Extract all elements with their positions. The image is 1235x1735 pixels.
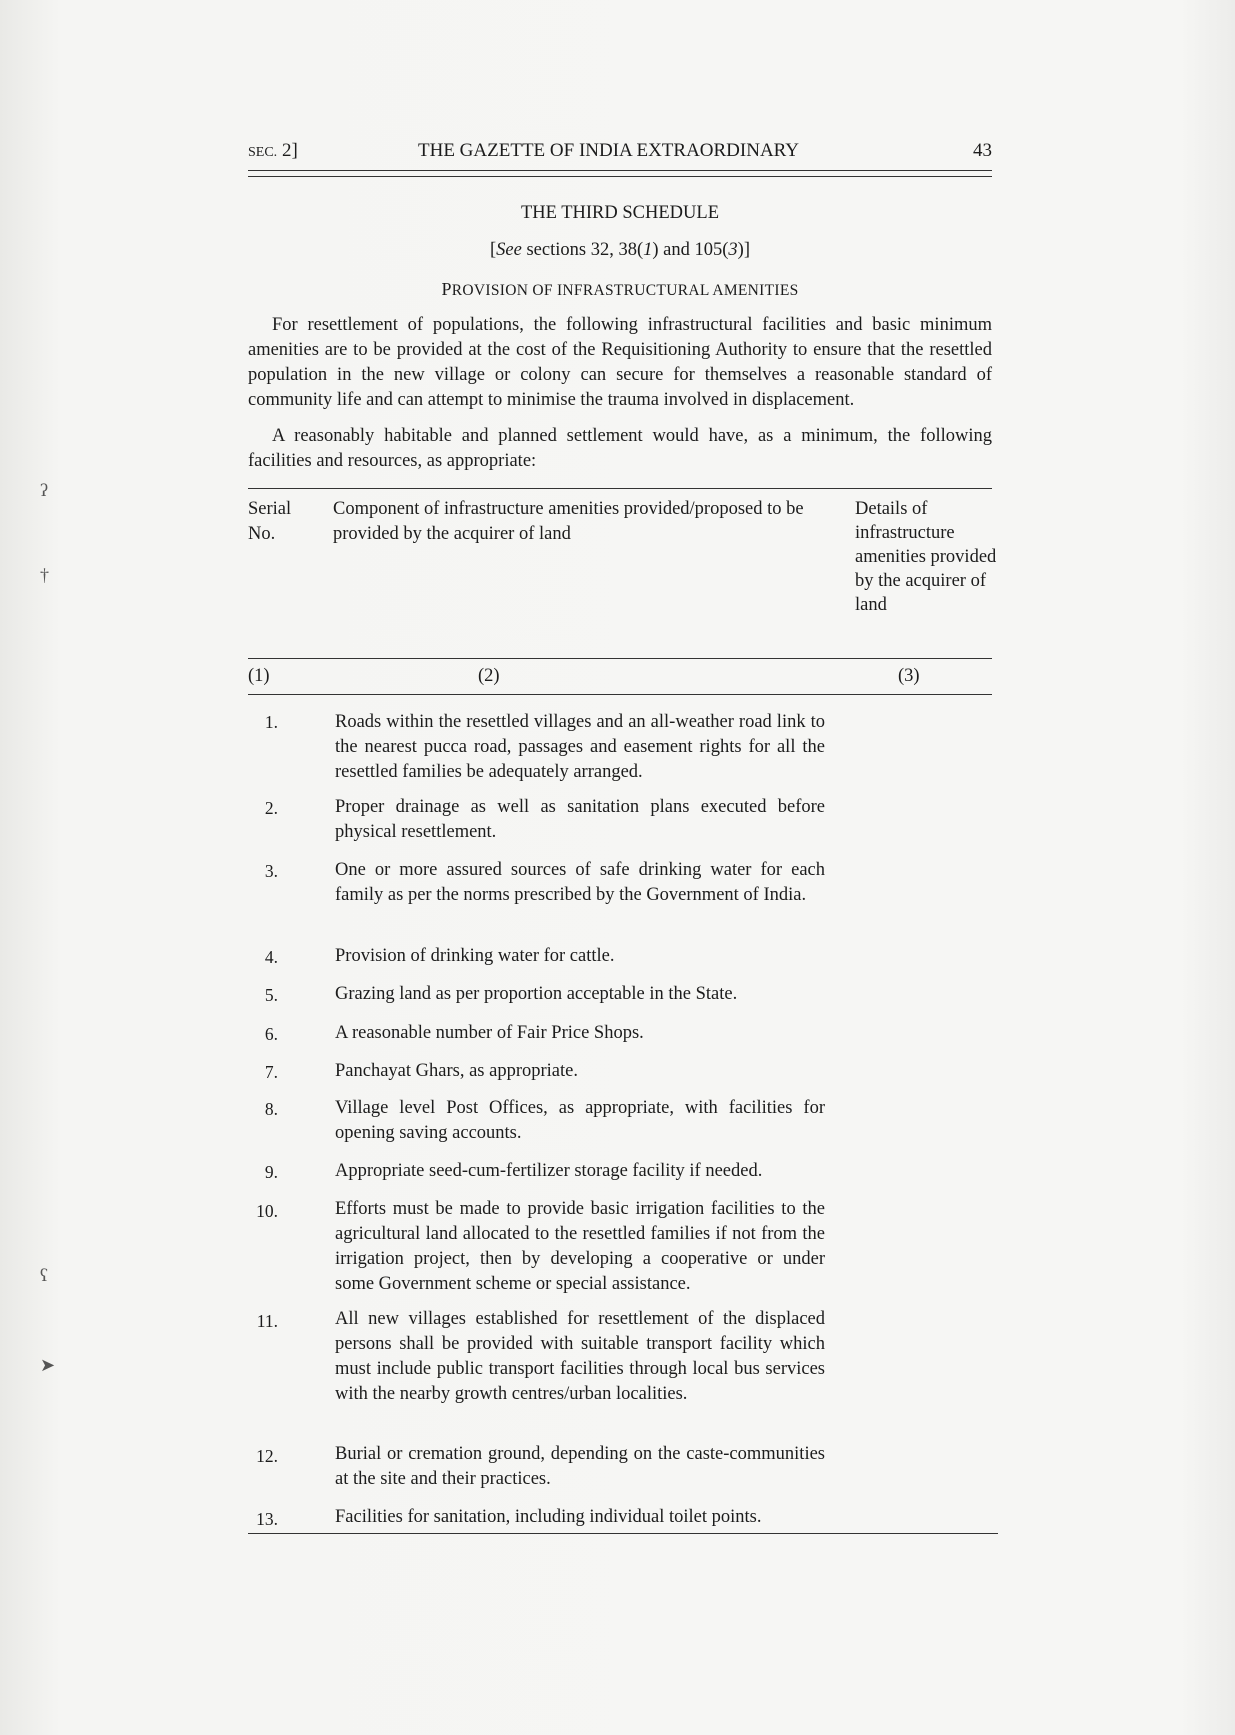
- row-text: Grazing land as per proportion acceptable in the State.: [335, 984, 738, 1004]
- row-text: A reasonable number of Fair Price Shops.: [335, 1023, 644, 1043]
- schedule-title: THE THIRD SCHEDULE: [520, 203, 719, 223]
- header-serial: Serial No.: [248, 499, 292, 544]
- running-head: [248, 140, 992, 170]
- header-component: Component of infrastructure amenities provided/proposed to be provided by the acquirer of land: [333, 499, 804, 544]
- margin-scribble-mark: †: [40, 565, 49, 585]
- margin-scribble-mark: ʔ: [40, 480, 48, 500]
- intro-paragraph: For resettlement of populations, the following infrastructural facilities and basic minimum amenities are to be provided at the cost of the Requisitioning Authority to ensure that the resettled population in the new village or colony can secure for themselves a reasonable standard of community life and can attempt to minimise the trauma involved in displacement.: [248, 315, 992, 410]
- facilities-paragraph: A reasonably habitable and planned settlement would have, as a minimum, the following facilities and resources, as appropriate:: [248, 426, 992, 471]
- margin-scribble-mark: ➤: [40, 1355, 56, 1375]
- header-double-rule: [248, 170, 992, 177]
- row-number: 4.: [264, 947, 278, 967]
- row-number: 5.: [264, 985, 278, 1005]
- header-bottom-rule: [248, 658, 992, 659]
- table-bottom-rule: [248, 1533, 998, 1534]
- column-number-2: (2): [478, 666, 500, 686]
- row-number: 2.: [264, 798, 278, 818]
- section-number: 2]: [277, 140, 298, 161]
- row-text: Panchayat Ghars, as appropriate.: [335, 1061, 578, 1081]
- row-number: 9.: [264, 1162, 278, 1182]
- section-label: [248, 140, 298, 162]
- table-top-rule: [248, 488, 992, 489]
- column-number-3: (3): [898, 666, 920, 686]
- row-number: 10.: [256, 1201, 278, 1221]
- schedule-subtitle: PROVISION OF INFRASTRUCTURAL AMENITIES: [441, 279, 799, 299]
- row-text: Facilities for sanitation, including individual toilet points.: [335, 1507, 762, 1527]
- row-text: Efforts must be made to provide basic irrigation facilities to the agricultural land allocated to the resettled families if not from the irrigation project, then by developing a cooperative or under some Government scheme or special assistance.: [335, 1199, 825, 1294]
- row-number: 3.: [264, 861, 278, 881]
- page-number: 43: [973, 140, 992, 161]
- row-number: 12.: [256, 1446, 278, 1466]
- row-number: 7.: [264, 1062, 278, 1082]
- column-number-rule: [248, 694, 992, 695]
- row-text: Provision of drinking water for cattle.: [335, 946, 615, 966]
- row-number: 1.: [264, 712, 278, 732]
- margin-scribble-mark: ʕ: [40, 1265, 48, 1285]
- row-text: All new villages established for resettlement of the displaced persons shall be provided with suitable transport facility which must include public transport facilities through local bus services with the nearby growth centres/urban localities.: [335, 1309, 825, 1404]
- row-text: Village level Post Offices, as appropriate, with facilities for opening saving accounts.: [335, 1098, 825, 1143]
- row-text: Appropriate seed-cum-fertilizer storage facility if needed.: [335, 1161, 763, 1181]
- row-number: 11.: [256, 1311, 278, 1331]
- column-number-1: (1): [248, 666, 270, 686]
- row-text: Burial or cremation ground, depending on the caste-communities at the site and their practices.: [335, 1444, 825, 1489]
- header-details: Details of infrastructure amenities provided by the acquirer of land: [855, 499, 997, 615]
- row-text: Roads within the resettled villages and an all-weather road link to the nearest pucca road, passages and easement rights for all the resettled families be adequately arranged.: [335, 712, 825, 782]
- row-number: 8.: [264, 1099, 278, 1119]
- row-text: One or more assured sources of safe drinking water for each family as per the norms prescribed by the Government of India.: [335, 860, 825, 905]
- section-prefix: SEC.: [248, 145, 278, 160]
- schedule-reference: [See sections 32, 38(1) and 105(3)]: [490, 240, 750, 260]
- row-number: 13.: [256, 1509, 278, 1529]
- row-text: Proper drainage as well as sanitation plans executed before physical resettlement.: [335, 797, 825, 842]
- gazette-title: THE GAZETTE OF INDIA EXTRAORDINARY: [418, 140, 800, 161]
- row-number: 6.: [264, 1024, 278, 1044]
